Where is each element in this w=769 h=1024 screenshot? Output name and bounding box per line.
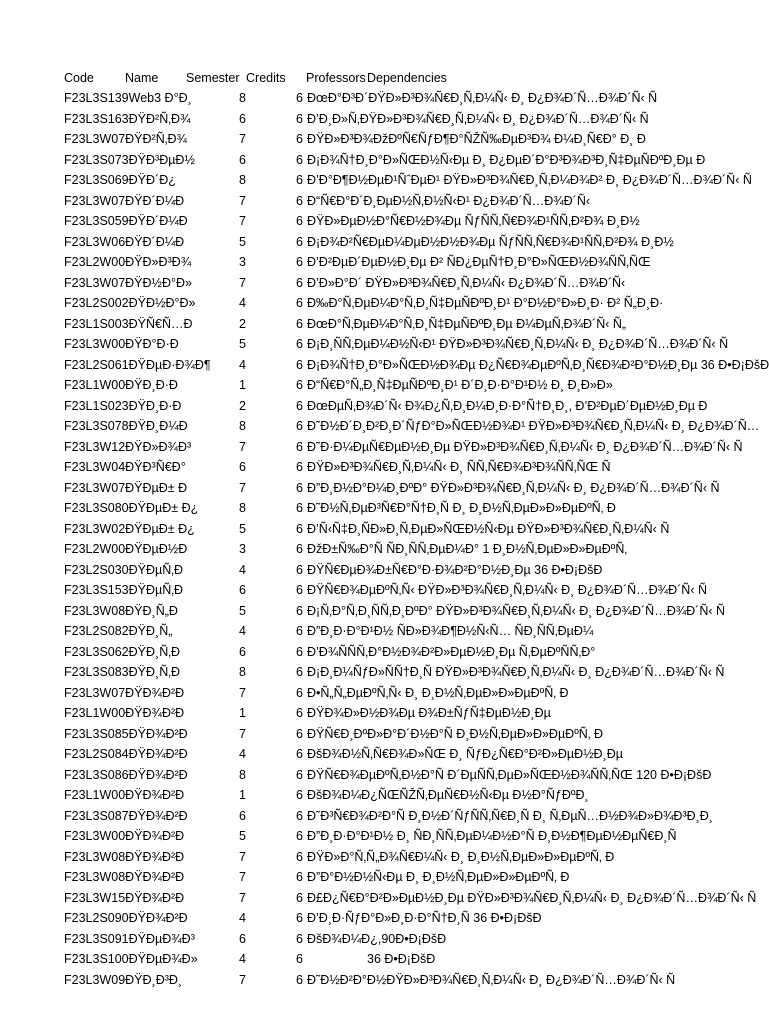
cell-code[interactable]: F23L3S069ÐŸÐ´Ð¿ (64, 173, 176, 187)
table-row (0, 683, 768, 703)
cell-semester[interactable]: 7 (239, 972, 246, 987)
table-row (0, 806, 768, 826)
cell-semester[interactable]: 8 (239, 419, 246, 433)
cell-professors[interactable]: 6 (296, 829, 303, 843)
cell-professors[interactable]: 6 (296, 726, 303, 741)
cell-code[interactable]: F23L1S003ÐŸÑ€Ñ…Ð (64, 316, 193, 331)
cell-code[interactable]: F23L3W12ÐŸÐ»Ð¾Ð³ (64, 439, 192, 454)
cell-semester[interactable]: 8 (239, 767, 246, 782)
cell-semester[interactable]: 5 (239, 337, 246, 351)
cell-dependencies[interactable]: ÐœÐ°Ð³Ð´ÐŸÐ»Ð³Ð¾Ñ€Ð¸Ñ‚Ð¼Ñ‹ Ð¸ Ð¿Ð¾Ð´Ñ…Ð¾Ð´Ñ‹ Ñ (307, 91, 658, 105)
table-row (0, 724, 768, 744)
cell-dependencies[interactable]: Ð¡Ñ‚Ð°Ñ‚Ð¸ÑÑ‚Ð¸ÐºÐ° ÐŸÐ»Ð³Ð¾Ñ€Ð¸Ñ‚Ð¼Ñ‹ Ð¸ Ð¿Ð¾Ð´Ñ…Ð¾Ð´Ñ‹ Ñ (307, 603, 726, 618)
cell-professors[interactable]: 6 (296, 460, 303, 474)
table-row (0, 355, 768, 375)
table-row (0, 867, 768, 887)
cell-professors[interactable]: 6 (296, 132, 303, 146)
cell-semester[interactable]: 7 (239, 214, 246, 228)
cell-professors[interactable]: 6 (296, 665, 303, 679)
cell-semester[interactable]: 7 (239, 849, 246, 864)
cell-code[interactable]: F23L3W00ÐŸÐ¾Ð²Ð (64, 829, 185, 843)
cell-code[interactable]: F23L3W00ÐŸÐ°Ð·Ð (64, 337, 179, 351)
cell-code[interactable]: F23L1W00ÐŸÐ¸Ð·Ð (64, 378, 178, 392)
cell-code[interactable]: F23L3W04ÐŸÐ³Ñ€Ð° (64, 460, 186, 474)
cell-semester[interactable]: 6 (239, 111, 246, 126)
cell-code[interactable]: F23L2S084ÐŸÐ¾Ð²Ð (64, 747, 188, 761)
table-row (0, 457, 768, 477)
cell-professors[interactable]: 6 (296, 808, 303, 823)
cell-code[interactable]: F23L3W09ÐŸÐ¸Ð³Ð¸ (64, 972, 183, 987)
table-row (0, 621, 768, 641)
cell-code[interactable]: F23L2S082ÐŸÐ¸Ñ„ (64, 624, 173, 638)
cell-code[interactable]: F23L3W07ÐŸÐ¾Ð²Ð (64, 685, 185, 700)
cell-semester[interactable]: 6 (239, 808, 246, 823)
cell-dependencies[interactable]: ÐžÐ±Ñ‰Ð°Ñ ÑÐ¸ÑÑ‚ÐµÐ¼Ð° 1 Ð¸Ð½Ñ‚ÐµÐ»Ð»ÐµÐºÑ‚ (307, 542, 628, 556)
cell-semester[interactable]: 7 (239, 439, 246, 454)
cell-semester[interactable]: 1 (239, 378, 246, 392)
cell-code[interactable]: F23L3S163ÐŸÐ²Ñ‚Ð¾ (64, 111, 191, 126)
cell-professors[interactable]: 6 (296, 931, 303, 946)
table-row (0, 129, 768, 149)
cell-code[interactable]: F23L3S139Web3 Ð°Ð¸ (64, 91, 192, 105)
cell-semester[interactable]: 7 (239, 275, 246, 290)
cell-dependencies[interactable]: Ð’Ð¸Ð·ÑƒÐ°Ð»Ð¸Ð·Ð°Ñ†Ð¸Ñ 36 Ð•Ð¡ÐšÐ (307, 911, 542, 925)
cell-professors[interactable]: 6 (296, 234, 303, 249)
cell-semester[interactable]: 4 (239, 357, 246, 372)
cell-professors[interactable]: 6 (296, 542, 303, 556)
cell-code[interactable]: F23L2S002ÐŸÐ½Ð°Ð» (64, 296, 196, 310)
cell-professors[interactable]: 6 (296, 624, 303, 638)
cell-code[interactable]: F23L2S030ÐŸÐµÑ‚Ð (64, 562, 184, 577)
cell-professors[interactable]: 6 (296, 583, 303, 597)
header-dependencies[interactable]: Dependencies (367, 71, 447, 85)
cell-code[interactable]: F23L3S073ÐŸÐ³ÐµÐ½ (64, 152, 195, 167)
cell-code[interactable]: F23L2W00ÐŸÐ»Ð³Ð¾ (64, 255, 192, 269)
cell-semester[interactable]: 7 (239, 132, 246, 146)
cell-professors[interactable]: 6 (296, 419, 303, 433)
cell-semester[interactable]: 1 (239, 788, 246, 802)
cell-code[interactable]: F23L3W07ÐŸÐ´Ð¼Ð (64, 193, 185, 208)
cell-professors[interactable]: 6 (296, 706, 303, 720)
cell-professors[interactable]: 6 (296, 91, 303, 105)
cell-code[interactable]: F23L3S085ÐŸÐ¾Ð²Ð (64, 726, 188, 741)
cell-professors[interactable]: 6 (296, 890, 303, 905)
cell-dependencies[interactable]: ÐŸÐ»Ð°Ñ‚Ñ„Ð¾Ñ€Ð¼Ñ‹ Ð¸ Ð¸Ð½Ñ‚ÐµÐ»Ð»ÐµÐºÑ‚ Ð (307, 849, 615, 864)
cell-code[interactable]: F23L2W00ÐŸÐµÐ½Ð (64, 542, 188, 556)
cell-code[interactable]: F23L3S083ÐŸÐ¸Ñ‚Ð (64, 665, 181, 679)
header-row (0, 68, 768, 88)
cell-professors[interactable]: 6 (296, 296, 303, 310)
cell-dependencies[interactable]: 36 Ð•Ð¡ÐšÐ (367, 952, 436, 966)
cell-semester[interactable]: 7 (239, 870, 246, 884)
cell-code[interactable]: F23L3S062ÐŸÐ¸Ñ‚Ð (64, 644, 181, 659)
cell-dependencies[interactable]: ÐŸÑ€Ð¸ÐºÐ»Ð°Ð´Ð½Ð°Ñ Ð¸Ð½Ñ‚ÐµÐ»Ð»ÐµÐºÑ‚ Ð (307, 726, 604, 741)
cell-semester[interactable]: 5 (239, 603, 246, 618)
cell-professors[interactable]: 6 (296, 972, 303, 987)
cell-code[interactable]: F23L1W00ÐŸÐ¾Ð²Ð (64, 788, 185, 802)
cell-dependencies[interactable]: ÐœÐ°Ñ‚ÐµÐ¼Ð°Ñ‚Ð¸Ñ‡ÐµÑÐºÐ¸Ðµ Ð¼ÐµÑ‚Ð¾Ð´Ñ‹ Ñ„ (307, 316, 627, 331)
cell-code[interactable]: F23L3W08ÐŸÐ¾Ð²Ð (64, 849, 185, 864)
table-row (0, 970, 768, 990)
cell-professors[interactable]: 6 (296, 316, 303, 331)
table-row (0, 478, 768, 498)
cell-semester[interactable]: 5 (239, 521, 246, 536)
cell-dependencies[interactable]: Ð˜Ð·Ð¼ÐµÑ€ÐµÐ½Ð¸Ðµ ÐŸÐ»Ð³Ð¾Ñ€Ð¸Ñ‚Ð¼Ñ‹ Ð¸ Ð¿Ð¾Ð´Ñ…Ð¾Ð´Ñ‹ Ñ (307, 439, 743, 454)
cell-professors[interactable]: 6 (296, 275, 303, 290)
cell-dependencies[interactable]: Ð”Ð¸Ð·Ð°Ð¹Ð½ Ð¸ ÑÐ¸ÑÑ‚ÐµÐ¼Ð½Ð°Ñ Ð¸Ð½Ð¶ÐµÐ½ÐµÑ€Ð¸Ñ (307, 829, 677, 843)
cell-semester[interactable]: 8 (239, 665, 246, 679)
table-row (0, 601, 768, 621)
table-row (0, 109, 768, 129)
table-row (0, 703, 768, 723)
cell-semester[interactable]: 8 (239, 501, 246, 515)
cell-semester[interactable]: 4 (239, 911, 246, 925)
cell-code[interactable]: F23L2S061ÐŸÐµÐ·Ð¾Ð¶ (64, 357, 211, 372)
header-professors[interactable]: Professors (306, 71, 366, 85)
table-row (0, 252, 768, 272)
cell-code[interactable]: F23L3W07ÐŸÐ½Ð°Ð» (64, 275, 192, 290)
table-row (0, 314, 768, 334)
table-row (0, 437, 768, 457)
cell-dependencies[interactable]: Ð’Ð»Ð°Ð´ ÐŸÐ»Ð³Ð¾Ñ€Ð¸Ñ‚Ð¼Ñ‹ Ð¿Ð¾Ð´Ñ…Ð¾Ð´Ñ‹ (307, 275, 626, 290)
cell-professors[interactable]: 6 (296, 603, 303, 618)
cell-semester[interactable]: 2 (239, 398, 246, 413)
table-row (0, 765, 768, 785)
table-row (0, 293, 768, 313)
table-row (0, 580, 768, 600)
cell-dependencies[interactable]: ÐŸÑ€Ð¾ÐµÐºÑ‚Ð½Ð°Ñ Ð´ÐµÑÑ‚ÐµÐ»ÑŒÐ½Ð¾ÑÑ‚ÑŒ 120 Ð•Ð¡ÐšÐ (307, 767, 712, 782)
cell-semester[interactable]: 6 (239, 931, 246, 946)
cell-dependencies[interactable]: Ð‰Ð°Ñ‚ÐµÐ¼Ð°Ñ‚Ð¸Ñ‡ÐµÑÐºÐ¸Ð¹ Ð°Ð½Ð°Ð»Ð¸Ð· Ð² Ñ„Ð¸Ð· (307, 296, 664, 310)
cell-professors[interactable]: 6 (296, 152, 303, 167)
cell-professors[interactable]: 6 (296, 911, 303, 925)
table-row (0, 662, 768, 682)
cell-dependencies[interactable]: Ð˜Ð½Ð´Ð¸Ð²Ð¸Ð´ÑƒÐ°Ð»ÑŒÐ½Ð¾Ð¹ ÐŸÐ»Ð³Ð¾Ñ€Ð¸Ñ‚Ð¼Ñ‹ Ð¸ Ð¿Ð¾Ð´Ñ… (307, 419, 760, 433)
cell-code[interactable]: F23L1W00ÐŸÐ¾Ð²Ð (64, 706, 185, 720)
cell-dependencies[interactable]: Ð¡Ð¸Ð¼ÑƒÐ»ÑÑ†Ð¸Ñ ÐŸÐ»Ð³Ð¾Ñ€Ð¸Ñ‚Ð¼Ñ‹ Ð¸ Ð¿Ð¾Ð´Ñ…Ð¾Ð´Ñ‹ Ñ (307, 665, 725, 679)
cell-code[interactable]: F23L3S087ÐŸÐ¾Ð²Ð (64, 808, 188, 823)
header-credits[interactable]: Credits (246, 71, 286, 85)
table-row (0, 888, 768, 908)
cell-professors[interactable]: 6 (296, 214, 303, 228)
cell-code[interactable]: F23L3W08ÐŸÐ¸Ñ„Ð (64, 603, 178, 618)
cell-semester[interactable]: 3 (239, 255, 246, 269)
table-row (0, 416, 768, 436)
cell-professors[interactable]: 6 (296, 767, 303, 782)
cell-semester[interactable]: 8 (239, 91, 246, 105)
table-row (0, 785, 768, 805)
cell-professors[interactable]: 6 (296, 193, 303, 208)
cell-dependencies[interactable]: Ð“Ñ€Ð°Ð´Ð¸ÐµÐ½Ñ‚Ð½Ñ‹Ð¹ Ð¿Ð¾Ð´Ñ…Ð¾Ð´Ñ‹ (307, 193, 591, 208)
cell-code[interactable]: F23L3W02ÐŸÐµÐ± Ð¿ (64, 521, 195, 536)
cell-code[interactable]: F23L3S059ÐŸÐ´Ð¼Ð (64, 214, 188, 228)
cell-code[interactable]: F23L3W08ÐŸÐ¾Ð²Ð (64, 870, 185, 884)
cell-dependencies[interactable]: Ð˜Ð½Ñ‚ÐµÐ³Ñ€Ð°Ñ†Ð¸Ñ Ð¸ Ð¸Ð½Ñ‚ÐµÐ»Ð»ÐµÐºÑ‚ Ð (307, 501, 616, 515)
cell-dependencies[interactable]: Ð”Ð¸Ð½Ð°Ð¼Ð¸ÐºÐ° ÐŸÐ»Ð³Ð¾Ñ€Ð¸Ñ‚Ð¼Ñ‹ Ð¸ Ð¿Ð¾Ð´Ñ…Ð¾Ð´Ñ‹ Ñ (307, 480, 720, 495)
table-row (0, 560, 768, 580)
table-row (0, 826, 768, 846)
cell-dependencies[interactable]: Ð¡Ð¾Ð²Ñ€ÐµÐ¼ÐµÐ½Ð½Ð¾Ðµ ÑƒÑÑ‚Ñ€Ð¾Ð¹ÑÑ‚Ð²Ð¾ Ð¸Ð½ (307, 234, 674, 249)
cell-professors[interactable]: 6 (296, 788, 303, 802)
cell-dependencies[interactable]: Ð’Ð¾ÑÑÑ‚Ð°Ð½Ð¾Ð²Ð»ÐµÐ½Ð¸Ðµ Ñ‚ÐµÐºÑÑ‚Ð° (307, 644, 596, 659)
cell-professors[interactable]: 6 (296, 952, 303, 966)
table-row (0, 519, 768, 539)
cell-semester[interactable]: 3 (239, 542, 246, 556)
table-row (0, 498, 768, 518)
cell-semester[interactable]: 7 (239, 480, 246, 495)
cell-dependencies[interactable]: Ð’Ð¸Ð»Ñ‚ÐŸÐ»Ð³Ð¾Ñ€Ð¸Ñ‚Ð¼Ñ‹ Ð¸ Ð¿Ð¾Ð´Ñ…Ð¾Ð´Ñ‹ Ñ (307, 111, 649, 126)
cell-professors[interactable]: 6 (296, 398, 303, 413)
cell-semester[interactable]: 6 (239, 583, 246, 597)
header-name[interactable]: Name (125, 71, 159, 85)
header-code[interactable]: Code (64, 71, 94, 85)
cell-dependencies[interactable]: Ð’Ñ‹Ñ‡Ð¸ÑÐ»Ð¸Ñ‚ÐµÐ»ÑŒÐ½Ñ‹Ðµ ÐŸÐ»Ð³Ð¾Ñ€Ð¸Ñ‚Ð¼Ñ‹ Ñ (307, 521, 670, 536)
cell-semester[interactable]: 7 (239, 890, 246, 905)
cell-dependencies[interactable]: Ð¡Ð¾Ñ†Ð¸Ð°Ð»ÑŒÐ½Ñ‹Ðµ Ð¸ Ð¿ÐµÐ´Ð°Ð³Ð¾Ð³Ð¸Ñ‡ÐµÑÐºÐ¸Ðµ Ð (307, 152, 706, 167)
cell-dependencies[interactable]: Ð“Ñ€Ð°Ñ„Ð¸Ñ‡ÐµÑÐºÐ¸Ð¹ Ð´Ð¸Ð·Ð°Ð¹Ð½ Ð¸ Ð¸Ð»Ð» (307, 378, 613, 392)
table-row (0, 170, 768, 190)
cell-semester[interactable]: 7 (239, 193, 246, 208)
cell-professors[interactable]: 6 (296, 644, 303, 659)
cell-dependencies[interactable]: Ð˜Ð³Ñ€Ð¾Ð²Ð°Ñ Ð¸Ð½Ð´ÑƒÑÑ‚Ñ€Ð¸Ñ Ð¸ Ñ‚ÐµÑ…Ð½Ð¾Ð»Ð¾Ð³Ð¸Ð¸ (307, 808, 713, 823)
table-row (0, 334, 768, 354)
table-row (0, 949, 768, 969)
table-row (0, 273, 768, 293)
cell-dependencies[interactable]: Ð•Ñ„Ñ„ÐµÐºÑ‚Ñ‹ Ð¸ Ð¸Ð½Ñ‚ÐµÐ»Ð»ÐµÐºÑ‚ Ð (307, 685, 569, 700)
cell-dependencies[interactable]: Ð”Ð¸Ð·Ð°Ð¹Ð½ ÑÐ»Ð¾Ð¶Ð½Ñ‹Ñ… ÑÐ¸ÑÑ‚ÐµÐ¼ (307, 624, 594, 638)
table-row (0, 744, 768, 764)
cell-professors[interactable]: 6 (296, 849, 303, 864)
cell-semester[interactable]: 5 (239, 234, 246, 249)
cell-professors[interactable]: 6 (296, 255, 303, 269)
header-semester[interactable]: Semester (186, 71, 240, 85)
cell-semester[interactable]: 7 (239, 726, 246, 741)
table-row (0, 908, 768, 928)
table-row (0, 539, 768, 559)
cell-dependencies[interactable]: Ð’Ð°Ð¶Ð½ÐµÐ¹ÑˆÐµÐ¹ ÐŸÐ»Ð³Ð¾Ñ€Ð¸Ñ‚Ð¼Ð¾Ð² Ð¸ Ð¿Ð¾Ð´Ñ…Ð¾Ð´Ñ‹ Ñ (307, 173, 752, 187)
cell-dependencies[interactable]: ÐŸÑ€ÐµÐ¾Ð±Ñ€Ð°Ð·Ð¾Ð²Ð°Ð½Ð¸Ðµ 36 Ð•Ð¡ÐšÐ (307, 562, 603, 577)
table-row (0, 929, 768, 949)
cell-dependencies[interactable]: Ð”Ð°Ð½Ð½Ñ‹Ðµ Ð¸ Ð¸Ð½Ñ‚ÐµÐ»Ð»ÐµÐºÑ‚ Ð (307, 870, 570, 884)
cell-code[interactable]: F23L3W06ÐŸÐ´Ð¼Ð (64, 234, 185, 249)
cell-professors[interactable]: 6 (296, 480, 303, 495)
cell-code[interactable]: F23L2S090ÐŸÐ¾Ð²Ð (64, 911, 188, 925)
cell-semester[interactable]: 8 (239, 173, 246, 187)
cell-dependencies[interactable]: ÐšÐ¾Ð½Ñ‚Ñ€Ð¾Ð»ÑŒ Ð¸ ÑƒÐ¿Ñ€Ð°Ð²Ð»ÐµÐ½Ð¸Ðµ (307, 747, 623, 761)
cell-semester[interactable]: 6 (239, 152, 246, 167)
cell-dependencies[interactable]: Ð’Ð²ÐµÐ´ÐµÐ½Ð¸Ðµ Ð² ÑÐ¿ÐµÑ†Ð¸Ð°Ð»ÑŒÐ½Ð¾ÑÑ‚ÑŒ (307, 255, 651, 269)
cell-code[interactable]: F23L1S023ÐŸÐ¸Ð·Ð (64, 398, 182, 413)
cell-code[interactable]: F23L3S091ÐŸÐµÐ¾Ð³ (64, 931, 195, 946)
table-row (0, 191, 768, 211)
cell-professors[interactable]: 6 (296, 439, 303, 454)
cell-code[interactable]: F23L3S080ÐŸÐµÐ± Ð¿ (64, 501, 199, 515)
cell-semester[interactable]: 4 (239, 952, 246, 966)
cell-semester[interactable]: 4 (239, 747, 246, 761)
cell-code[interactable]: F23L3S153ÐŸÐµÑ‚Ð (64, 583, 184, 597)
cell-dependencies[interactable]: Ð£Ð¿Ñ€Ð°Ð²Ð»ÐµÐ½Ð¸Ðµ ÐŸÐ»Ð³Ð¾Ñ€Ð¸Ñ‚Ð¼Ñ‹ Ð¸ Ð¿Ð¾Ð´Ñ…Ð¾Ð´Ñ‹ Ñ (307, 890, 757, 905)
cell-code[interactable]: F23L3S100ÐŸÐµÐ¾Ð» (64, 952, 198, 966)
cell-code[interactable]: F23L3S086ÐŸÐ¾Ð²Ð (64, 767, 188, 782)
cell-dependencies[interactable]: Ð¡Ð¸ÑÑ‚ÐµÐ¼Ð½Ñ‹Ð¹ ÐŸÐ»Ð³Ð¾Ñ€Ð¸Ñ‚Ð¼Ñ‹ Ð¸ Ð¿Ð¾Ð´Ñ…Ð¾Ð´Ñ‹ Ñ (307, 337, 729, 351)
cell-semester[interactable]: 6 (239, 644, 246, 659)
cell-dependencies[interactable]: Ð¡Ð¾Ñ†Ð¸Ð°Ð»ÑŒÐ½Ð¾Ðµ Ð¿Ñ€Ð¾ÐµÐºÑ‚Ð¸Ñ€Ð¾Ð²Ð°Ð½Ð¸Ðµ 36 Ð•Ð¡ÐšÐ (307, 357, 769, 372)
cell-professors[interactable]: 6 (296, 562, 303, 577)
cell-dependencies[interactable]: ÐšÐ¾Ð¼Ð¿ÑŒÑŽÑ‚ÐµÑ€Ð½Ñ‹Ðµ Ð½Ð°ÑƒÐºÐ¸ (307, 788, 589, 802)
table-row (0, 375, 768, 395)
table-row (0, 396, 768, 416)
cell-dependencies[interactable]: ÐœÐµÑ‚Ð¾Ð´Ñ‹ Ð¾Ð¿Ñ‚Ð¸Ð¼Ð¸Ð·Ð°Ñ†Ð¸Ð¸, Ð’Ð²ÐµÐ´ÐµÐ½Ð¸Ðµ Ð (307, 398, 708, 413)
cell-semester[interactable]: 1 (239, 706, 246, 720)
cell-professors[interactable]: 6 (296, 337, 303, 351)
cell-dependencies[interactable]: ÐšÐ¾Ð¼Ð¿,90Ð•Ð¡ÐšÐ (307, 931, 447, 946)
table-row (0, 847, 768, 867)
cell-professors[interactable]: 6 (296, 357, 303, 372)
cell-semester[interactable]: 5 (239, 829, 246, 843)
table-row (0, 232, 768, 252)
cell-dependencies[interactable]: Ð˜Ð½Ð²Ð°Ð½ÐŸÐ»Ð³Ð¾Ñ€Ð¸Ñ‚Ð¼Ñ‹ Ð¸ Ð¿Ð¾Ð´Ñ…Ð¾Ð´Ñ‹ Ñ (307, 972, 676, 987)
cell-dependencies[interactable]: ÐŸÐ»ÐµÐ½Ð°Ñ€Ð½Ð¾Ðµ ÑƒÑÑ‚Ñ€Ð¾Ð¹ÑÑ‚Ð²Ð¾ Ð¸Ð½ (307, 214, 640, 228)
cell-semester[interactable]: 7 (239, 685, 246, 700)
table-row (0, 642, 768, 662)
cell-dependencies[interactable]: ÐŸÐ¾Ð»Ð½Ð¾Ðµ Ð¾Ð±ÑƒÑ‡ÐµÐ½Ð¸Ðµ (307, 706, 551, 720)
cell-professors[interactable]: 6 (296, 501, 303, 515)
cell-semester[interactable]: 4 (239, 562, 246, 577)
cell-professors[interactable]: 6 (296, 747, 303, 761)
cell-dependencies[interactable]: ÐŸÐ»Ð³Ð¾ÐžÐºÑ€ÑƒÐ¶Ð°ÑŽÑ‰ÐµÐ³Ð¾ Ð¼Ð¸Ñ€Ð° Ð¸ Ð (307, 132, 646, 146)
cell-professors[interactable]: 6 (296, 111, 303, 126)
cell-dependencies[interactable]: ÐŸÐ»Ð³Ð¾Ñ€Ð¸Ñ‚Ð¼Ñ‹ Ð¸ ÑÑ‚Ñ€Ð¾Ð³Ð¾ÑÑ‚ÑŒ Ñ (307, 460, 611, 474)
cell-professors[interactable]: 6 (296, 173, 303, 187)
cell-dependencies[interactable]: ÐŸÑ€Ð¾ÐµÐºÑ‚Ñ‹ ÐŸÐ»Ð³Ð¾Ñ€Ð¸Ñ‚Ð¼Ñ‹ Ð¸ Ð¿Ð¾Ð´Ñ…Ð¾Ð´Ñ‹ Ñ (307, 583, 707, 597)
table-row (0, 88, 768, 108)
cell-code[interactable]: F23L3W07ÐŸÐµÐ± Ð (64, 480, 188, 495)
cell-code[interactable]: F23L3S078ÐŸÐ¸Ð¼Ð (64, 419, 188, 433)
cell-professors[interactable]: 6 (296, 685, 303, 700)
cell-semester[interactable]: 6 (239, 460, 246, 474)
cell-professors[interactable]: 6 (296, 870, 303, 884)
table-row (0, 211, 768, 231)
cell-semester[interactable]: 4 (239, 624, 246, 638)
table-row (0, 150, 768, 170)
cell-code[interactable]: F23L3W15ÐŸÐ¾Ð²Ð (64, 890, 185, 905)
cell-semester[interactable]: 4 (239, 296, 246, 310)
cell-professors[interactable]: 6 (296, 378, 303, 392)
cell-professors[interactable]: 6 (296, 521, 303, 536)
cell-semester[interactable]: 2 (239, 316, 246, 331)
cell-code[interactable]: F23L3W07ÐŸÐ²Ñ‚Ð¾ (64, 132, 187, 146)
